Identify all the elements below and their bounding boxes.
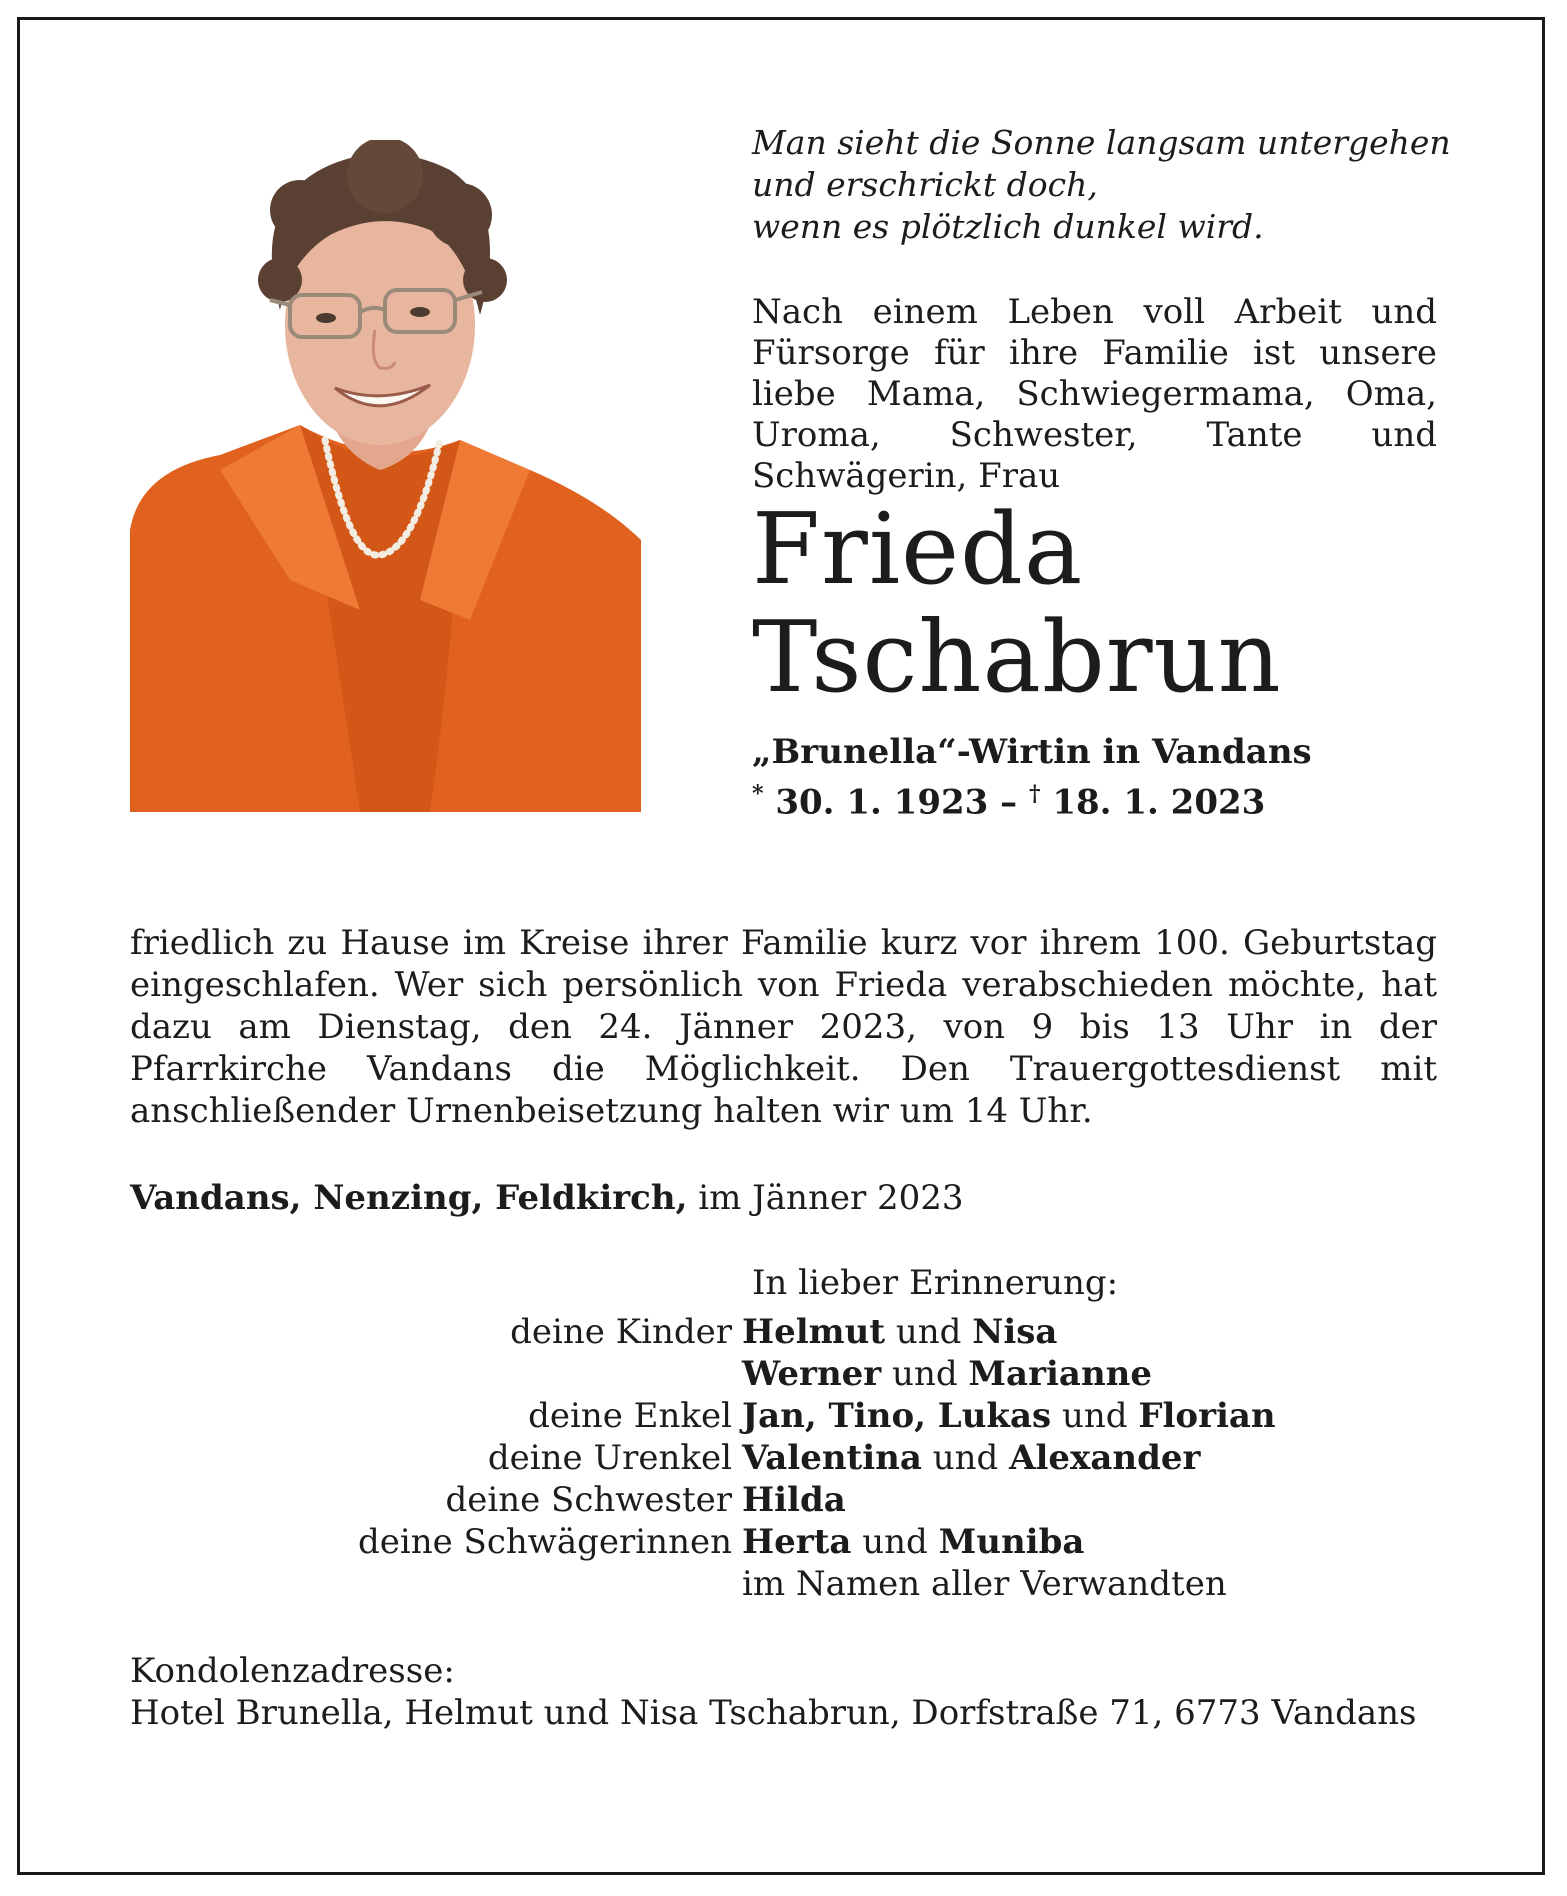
- death-date: 18. 1. 2023: [1052, 782, 1266, 823]
- quote-line: und erschrickt doch,: [752, 165, 1098, 204]
- mourner-row: [130, 1311, 1450, 1353]
- mourner-names: Werner und Marianne: [742, 1354, 1153, 1394]
- quote: [752, 122, 1452, 248]
- birth-symbol: *: [752, 781, 764, 807]
- first-name: Frieda: [752, 493, 1084, 607]
- mourners-heading: In lieber Erinnerung:: [752, 1263, 1119, 1303]
- intro-paragraph: Nach einem Leben voll Arbeit und Fürsorge für ihre Familie ist unsere liebe Mama, Schwiegermama, Oma, Uroma, Schwester, Tante und Schwägerin, Frau: [752, 292, 1437, 496]
- announcement-text: friedlich zu Hause im Kreise ihrer Familie kurz vor ihrem 100. Geburtstag eingeschlafen. Wer sich persönlich von Frieda verabschieden möchte, hat dazu am Dienstag, den 24. Jänner 2023, von 9 bis 13 Uhr in der Pfarrkirche Vandans die Möglichkeit. Den Trauergottesdienst mit anschließender Urnenbeisetzung halten wir um 14 Uhr.: [130, 923, 1437, 1131]
- place-date-line: [130, 1177, 964, 1219]
- mourner-row: [130, 1521, 1450, 1563]
- portrait-illustration: [130, 140, 641, 812]
- mourner-relation: deine Enkel: [528, 1396, 732, 1436]
- mourner-row: [130, 1479, 1450, 1521]
- mourner-names: Valentina und Alexander: [742, 1438, 1201, 1478]
- deceased-title: „Brunella“-Wirtin in Vandans: [752, 732, 1312, 772]
- mourner-names: Helmut und Nisa: [742, 1312, 1058, 1352]
- deceased-name: [752, 493, 1282, 715]
- mourner-names: Herta und Muniba: [742, 1522, 1085, 1562]
- mourner-row: [130, 1437, 1450, 1479]
- life-dates: [752, 773, 1312, 823]
- death-symbol: †: [1029, 781, 1041, 807]
- deceased-subtitle: [752, 731, 1312, 823]
- condolence-address-line: Hotel Brunella, Helmut und Nisa Tschabrun, Dorfstraße 71, 6773 Vandans: [130, 1693, 1417, 1733]
- mourner-relation: deine Schwägerinnen: [357, 1522, 732, 1562]
- mourner-names: Hilda: [742, 1480, 846, 1520]
- mourner-row: [130, 1395, 1450, 1437]
- birth-date: 30. 1. 1923: [775, 782, 989, 823]
- quote-line: wenn es plötzlich dunkel wird.: [752, 207, 1264, 246]
- condolence-address: [130, 1650, 1416, 1734]
- quote-line: Man sieht die Sonne langsam untergehen: [752, 123, 1451, 162]
- last-name: Tschabrun: [752, 601, 1282, 715]
- towns: Vandans, Nenzing, Feldkirch,: [130, 1178, 688, 1218]
- date-separator: –: [1000, 782, 1018, 823]
- mourner-relation: deine Urenkel: [487, 1438, 732, 1478]
- mourner-names: Jan, Tino, Lukas und Florian: [742, 1396, 1276, 1436]
- mourner-relation: [130, 1353, 742, 1395]
- mourners-list: [130, 1311, 1450, 1605]
- mourner-row: [130, 1353, 1450, 1395]
- condolence-label: Kondolenzadresse:: [130, 1651, 455, 1691]
- mourner-row: [130, 1563, 1450, 1605]
- announcement-date: im Jänner 2023: [698, 1178, 964, 1218]
- portrait-photo: [130, 140, 641, 812]
- mourners-closing: im Namen aller Verwandten: [742, 1564, 1227, 1604]
- mourner-relation: deine Kinder: [510, 1312, 732, 1352]
- mourner-relation: deine Schwester: [445, 1480, 732, 1520]
